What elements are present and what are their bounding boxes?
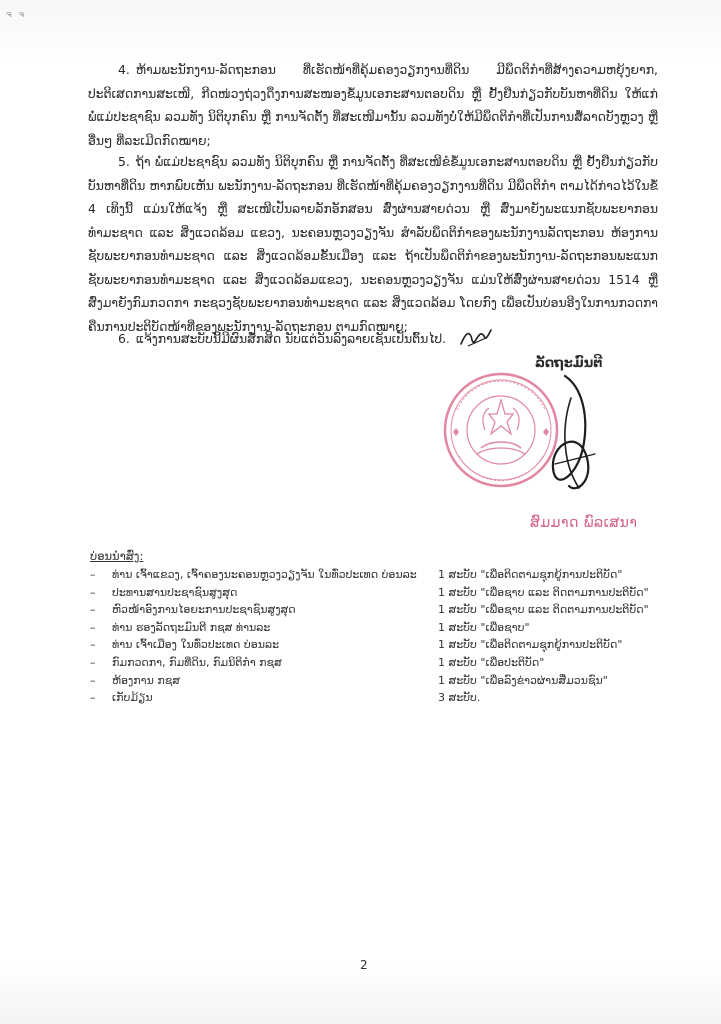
paragraph-5-number: 5. <box>118 154 130 169</box>
dash-icon: – <box>90 568 96 581</box>
distribution-recipient: ທ່ານ ເຈົ້າເມືອງ ໃນທົ່ວປະເທດ ບ່ອນລະ <box>112 638 280 652</box>
distribution-row <box>90 689 690 707</box>
distribution-recipient: ທ່ານ ເຈົ້າແຂວງ, ເຈົ້າຄອງນະຄອນຫຼວງວຽງຈັນ ໃນທົ່ວປະເທດ ບ່ອນລະ <box>112 568 417 581</box>
distribution-row <box>90 566 690 584</box>
distribution-quantity: 1 ສະບັບ "ເພື່ອຕິດຕາມຊຸກຍູ້ການປະຕິບັດ" <box>438 568 623 581</box>
distribution-quantity: 1 ສະບັບ "ເພື່ອຊາບ" <box>438 620 530 634</box>
signer-name: ສົມມາດ ພົລເສນາ <box>530 515 638 531</box>
corner-mark: ຈ ຈ <box>6 10 27 20</box>
distribution-quantity: 1 ສະບັບ "ເພື່ອປະຕິບັດ" <box>438 655 545 669</box>
dash-icon: – <box>90 673 96 687</box>
paragraph-5-text: ຖ້າ ພໍ່ແມ່ປະຊາຊົນ ລວມທັງ ນິຕິບຸກຄົນ ຫຼື ການຈັດຕັ້ງ ທີ່ສະເໜີຂໍຂໍ້ມູນເອກະສານຕອບດິນ ຫຼື ຢັ້ງຢືນກ່ຽວກັບບັນຫາທີ່ດິນ ຫາກພົບເຫັນ ພະນັກງານ-ລັດຖະກອນ ທີ່ເຮັດໜ້າທີ່ຄຸ້ມຄອງວຽກງານທີ່ດິນ ມີພຶດຕິກຳ ຕາມໄດ້ກ່າວໄວ້ໃນຂໍ້ 4 ເທິງນີ້ ແມ່ນໃຫ້ແຈ້ງ ຫຼື ສະເໜີເປັນລາຍລັກອັກສອນ ສົ່ງຜ່ານສາຍດ່ວນ ຫຼື ສົ່ງມາຍັງພະແນກຊັບພະຍາກອນທຳມະຊາດ ແລະ ສິ່ງແວດລ້ອມ ແຂວງ, ນະຄອນຫຼວງວຽງຈັນ ສຳລັບພຶດຕິກຳຂອງພະນັກງານລັດຖະກອນ ຫ້ອງການຊັບພະຍາກອນທຳມະຊາດ ແລະ ສິ່ງແວດລ້ອມຂັ້ນເມືອງ ແລະ ຖ້າເປັນພຶດຕິກຳຂອງພະນັກງານ-ລັດຖະກອນພະແນກຊັບພະຍາກອນທຳມະຊາດ ແລະ ສິ່ງແວດລ້ອມແຂວງ, ນະຄອນຫຼວງວຽງຈັນ ແມ່ນໃຫ້ສົ່ງຜ່ານສາຍດ່ວນ 1514 ຫຼື ສົ່ງມາຍັງກົມກວດກາ ກະຊວງຊັບພະຍາກອນທຳມະຊາດ ແລະ ສິ່ງແວດລ້ອມ ໂດຍກົງ ເພື່ອເປັນບ່ອນອີງໃນການກວດກາຄືນການປະຕິບັດໜ້າທີ່ຂອງພະນັກງານ-ລັດຖະກອນ ຕາມກົດໝາຍ; <box>88 154 658 334</box>
paragraph-6-text: ແຈ້ງການສະບັບນີ້ມີຜົນສັກສິດ ນັບແຕ່ວັນລົງລາຍເຊັນເປັນຕົ້ນໄປ. <box>135 331 447 346</box>
paragraph-5 <box>88 150 658 338</box>
dash-icon: – <box>90 603 96 617</box>
paragraph-4-number: 4. <box>118 62 130 77</box>
distribution-quantity: 1 ສະບັບ "ເພື່ອຊາບ ແລະ ຕິດຕາມການປະຕິບັດ" <box>438 603 649 617</box>
signature-title: ລັດຖະມົນຕີ <box>535 356 603 371</box>
distribution-row <box>90 619 690 637</box>
handwritten-signature-icon <box>525 368 615 498</box>
distribution-recipient: ຫ້ອງການ ກຊສ <box>112 673 180 687</box>
dash-icon: – <box>90 655 96 669</box>
distribution-recipient: ຫົວໜ້າອົງການໄອຍະການປະຊາຊົນສູງສຸດ <box>112 603 296 617</box>
paragraph-6 <box>88 327 658 351</box>
paragraph-4-text: ຫ້າມພະນັກງານ-ລັດຖະກອນ ທີ່ເຮັດໜ້າທີ່ຄຸ້ມຄອງວຽກງານທີ່ດິນ ມີພຶດຕິກຳທີ່ສ້າງຄວາມຫຍຸ້ງຍາກ, ປະຕິເສດການສະເໜີ, ກີດໜ່ວງຖ່ວງດຶງການສະໜອງຂໍ້ມູນເອກະສານຕອບດິນ ຫຼື ຢັ້ງຢືນກ່ຽວກັບບັນຫາທີ່ດິນ ໃຫ້ແກ່ພໍ່ແມ່ປະຊາຊົນ ລວມທັງ ນິຕິບຸກຄົນ ຫຼື ການຈັດຕັ້ງ ທີ່ສະເໜີມານັ້ນ ລວມທັງບໍ່ໃຫ້ມີພຶດຕິກຳທີ່ເປັນການສໍ້ລາດບັງຫຼວງ ຫຼື ອື່ນໆ ທີ່ລະເມີດກົດໝາຍ; <box>88 62 658 148</box>
dash-icon: – <box>90 585 96 599</box>
distribution-row <box>90 672 690 690</box>
distribution-recipient: ປະທານສານປະຊາຊົນສູງສຸດ <box>112 585 238 599</box>
distribution-row <box>90 654 690 672</box>
distribution-recipient: ເກັບມ້ຽນ <box>112 691 153 705</box>
distribution-recipient: ກົມກວດກາ, ກົມທີ່ດິນ, ກົມນິຕິກຳ ກຊສ <box>112 655 282 669</box>
page-number: 2 <box>360 958 368 972</box>
initial-mark-icon <box>458 326 494 350</box>
distribution-recipient: ທ່ານ ຮອງລັດຖະມົນຕີ ກຊສ ທ່ານລະ <box>112 620 271 634</box>
dash-icon: – <box>90 638 96 652</box>
distribution-row <box>90 601 690 619</box>
distribution-quantity: 1 ສະບັບ "ເພື່ອລົງຂ່າວຜ່ານສື່ມວນຊົນ" <box>438 673 608 687</box>
dash-icon: – <box>90 620 96 634</box>
distribution-title: ບ່ອນນຳສົ່ງ: <box>90 549 144 563</box>
distribution-row <box>90 636 690 654</box>
paragraph-6-number: 6. <box>118 331 130 346</box>
dash-icon: – <box>90 691 96 705</box>
paragraph-4 <box>88 58 658 152</box>
distribution-list <box>90 566 690 707</box>
distribution-quantity: 1 ສະບັບ "ເພື່ອຕິດຕາມຊຸກຍູ້ການປະຕິບັດ" <box>438 638 623 652</box>
distribution-quantity: 3 ສະບັບ. <box>438 691 481 705</box>
distribution-quantity: 1 ສະບັບ "ເພື່ອຊາບ ແລະ ຕິດຕາມການປະຕິບັດ" <box>438 585 649 599</box>
distribution-row <box>90 584 690 602</box>
